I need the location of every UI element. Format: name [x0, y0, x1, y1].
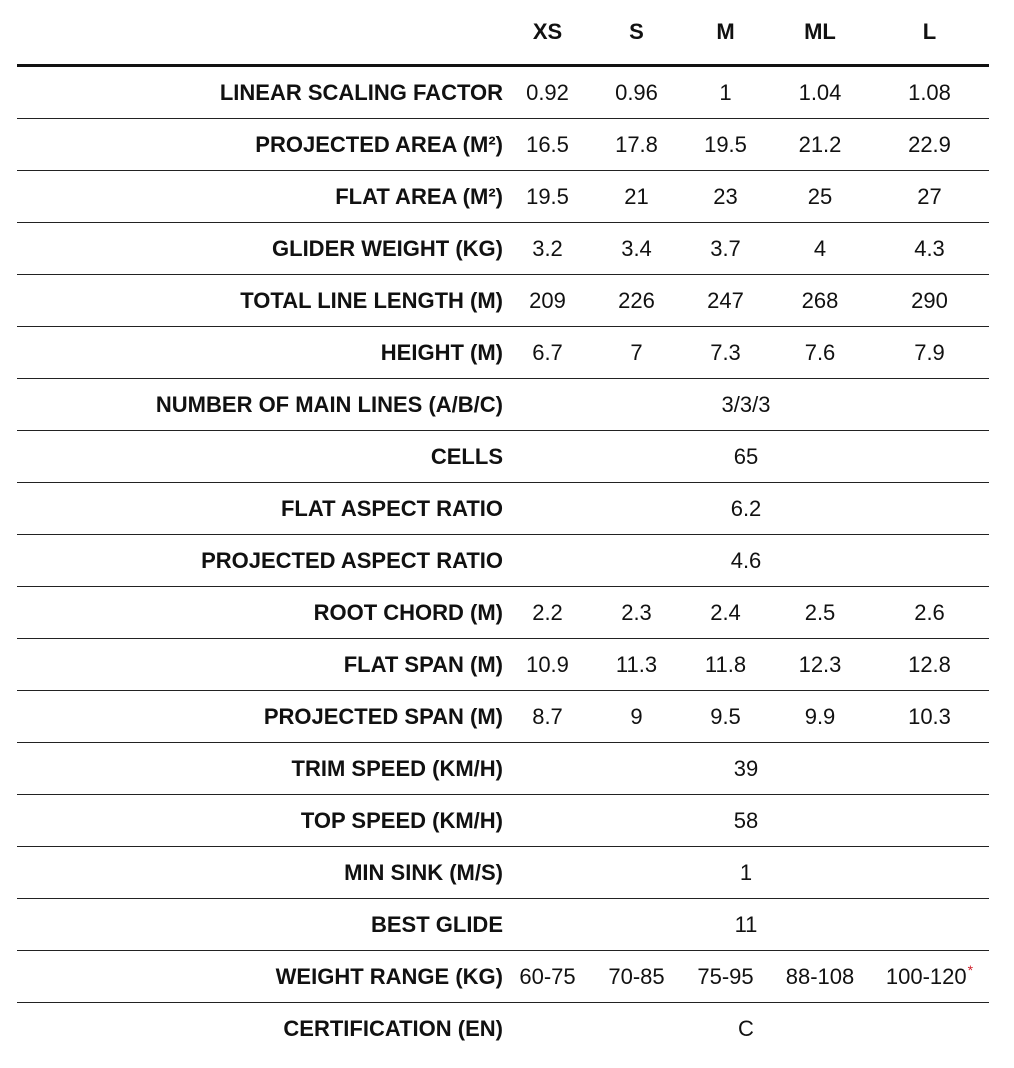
spec-label: ROOT CHORD (M) — [17, 587, 503, 639]
size-header-ml: ML — [770, 0, 870, 66]
specifications-table — [17, 0, 989, 1054]
size-header-m: M — [681, 0, 770, 66]
spec-value-ml: 7.6 — [770, 327, 870, 379]
spec-label: MIN SINK (M/S) — [17, 847, 503, 899]
spec-value-m: 11.8 — [681, 639, 770, 691]
spec-value-s: 11.3 — [592, 639, 681, 691]
spec-label: WEIGHT RANGE (KG) — [17, 951, 503, 1003]
spec-label: TRIM SPEED (KM/H) — [17, 743, 503, 795]
spec-value-m: 75-95 — [681, 951, 770, 1003]
spec-value-xs: 209 — [503, 275, 592, 327]
spec-value-m: 7.3 — [681, 327, 770, 379]
spec-value-s: 7 — [592, 327, 681, 379]
spec-value-xs: 6.7 — [503, 327, 592, 379]
spec-value-m: 2.4 — [681, 587, 770, 639]
spec-value-s: 226 — [592, 275, 681, 327]
size-header-l: L — [870, 0, 989, 66]
spec-label: PROJECTED ASPECT RATIO — [17, 535, 503, 587]
spec-value-l: 290 — [870, 275, 989, 327]
spec-label: FLAT ASPECT RATIO — [17, 483, 503, 535]
spec-value-m: 3.7 — [681, 223, 770, 275]
spec-value-xs: 10.9 — [503, 639, 592, 691]
spec-label: PROJECTED SPAN (M) — [17, 691, 503, 743]
spec-value-ml: 21.2 — [770, 119, 870, 171]
spec-label: CELLS — [17, 431, 503, 483]
spec-value-s: 0.96 — [592, 66, 681, 119]
size-header-s: S — [592, 0, 681, 66]
spec-value-m: 23 — [681, 171, 770, 223]
spec-row-certification — [17, 1003, 989, 1055]
spec-value-l: 4.3 — [870, 223, 989, 275]
spec-row-best-glide — [17, 899, 989, 951]
spec-row-glider-weight — [17, 223, 989, 275]
spec-label: NUMBER OF MAIN LINES (A/B/C) — [17, 379, 503, 431]
spec-value-xs: 0.92 — [503, 66, 592, 119]
spec-value-ml: 1.04 — [770, 66, 870, 119]
spec-value-l: 7.9 — [870, 327, 989, 379]
spec-value-l: 12.8 — [870, 639, 989, 691]
spec-row-flat-aspect-ratio — [17, 483, 989, 535]
spec-value-m: 247 — [681, 275, 770, 327]
spec-label: GLIDER WEIGHT (KG) — [17, 223, 503, 275]
spec-value-s: 9 — [592, 691, 681, 743]
spec-value-l: 2.6 — [870, 587, 989, 639]
footnote-asterisk: * — [967, 962, 974, 979]
spec-row-linear-scaling-factor — [17, 66, 989, 119]
spec-row-min-sink — [17, 847, 989, 899]
header-empty-cell — [17, 0, 503, 66]
spec-value-l: 100-120 — [885, 963, 967, 989]
spec-label: BEST GLIDE — [17, 899, 503, 951]
spec-value-xs: 19.5 — [503, 171, 592, 223]
spec-label: LINEAR SCALING FACTOR — [17, 66, 503, 119]
spec-value-all-sizes: 4.6 — [503, 535, 989, 587]
spec-row-trim-speed — [17, 743, 989, 795]
spec-value-all-sizes: 11 — [503, 899, 989, 951]
spec-value-s: 3.4 — [592, 223, 681, 275]
spec-value-xs: 2.2 — [503, 587, 592, 639]
spec-value-ml: 9.9 — [770, 691, 870, 743]
spec-label: HEIGHT (M) — [17, 327, 503, 379]
spec-row-number-of-main-lines — [17, 379, 989, 431]
spec-label: CERTIFICATION (EN) — [283, 1015, 503, 1041]
spec-value-all-sizes: 3/3/3 — [503, 379, 989, 431]
spec-value-l-cell — [870, 951, 989, 1003]
spec-value-all-sizes: 6.2 — [503, 483, 989, 535]
spec-value-xs: 3.2 — [503, 223, 592, 275]
spec-value-m: 1 — [681, 66, 770, 119]
spec-value-m: 9.5 — [681, 691, 770, 743]
spec-value-all-sizes: 58 — [503, 795, 989, 847]
spec-row-projected-area — [17, 119, 989, 171]
spec-label: TOP SPEED (KM/H) — [17, 795, 503, 847]
spec-label: FLAT SPAN (M) — [17, 639, 503, 691]
spec-row-total-line-length — [17, 275, 989, 327]
spec-row-weight-range — [17, 951, 989, 1003]
spec-value-xs: 60-75 — [503, 951, 592, 1003]
spec-value-xs: 16.5 — [503, 119, 592, 171]
spec-value-all-sizes: 65 — [503, 431, 989, 483]
spec-row-flat-span — [17, 639, 989, 691]
spec-value-all-sizes: 1 — [503, 847, 989, 899]
spec-value-ml: 2.5 — [770, 587, 870, 639]
spec-value-all-sizes: 39 — [503, 743, 989, 795]
spec-row-top-speed — [17, 795, 989, 847]
spec-row-projected-aspect-ratio — [17, 535, 989, 587]
spec-row-cells — [17, 431, 989, 483]
spec-row-flat-area — [17, 171, 989, 223]
spec-value-ml: 12.3 — [770, 639, 870, 691]
spec-value-l: 1.08 — [870, 66, 989, 119]
spec-value-xs: 8.7 — [503, 691, 592, 743]
spec-row-projected-span — [17, 691, 989, 743]
spec-label: FLAT AREA (M²) — [17, 171, 503, 223]
spec-value-l: 27 — [870, 171, 989, 223]
spec-value-ml: 88-108 — [770, 951, 870, 1003]
spec-value-m: 19.5 — [681, 119, 770, 171]
spec-value-s: 21 — [592, 171, 681, 223]
size-header-xs: XS — [503, 0, 592, 66]
spec-value-ml: 4 — [770, 223, 870, 275]
spec-value-l: 10.3 — [870, 691, 989, 743]
spec-label: TOTAL LINE LENGTH (M) — [17, 275, 503, 327]
spec-value-all-sizes: C — [738, 1015, 754, 1041]
size-header-row — [17, 0, 989, 66]
spec-value-s: 2.3 — [592, 587, 681, 639]
spec-value-ml: 268 — [770, 275, 870, 327]
spec-value-s: 17.8 — [592, 119, 681, 171]
spec-value-s: 70-85 — [592, 951, 681, 1003]
spec-row-root-chord — [17, 587, 989, 639]
spec-value-ml: 25 — [770, 171, 870, 223]
spec-label: PROJECTED AREA (M²) — [17, 119, 503, 171]
spec-value-l: 22.9 — [870, 119, 989, 171]
spec-row-height — [17, 327, 989, 379]
